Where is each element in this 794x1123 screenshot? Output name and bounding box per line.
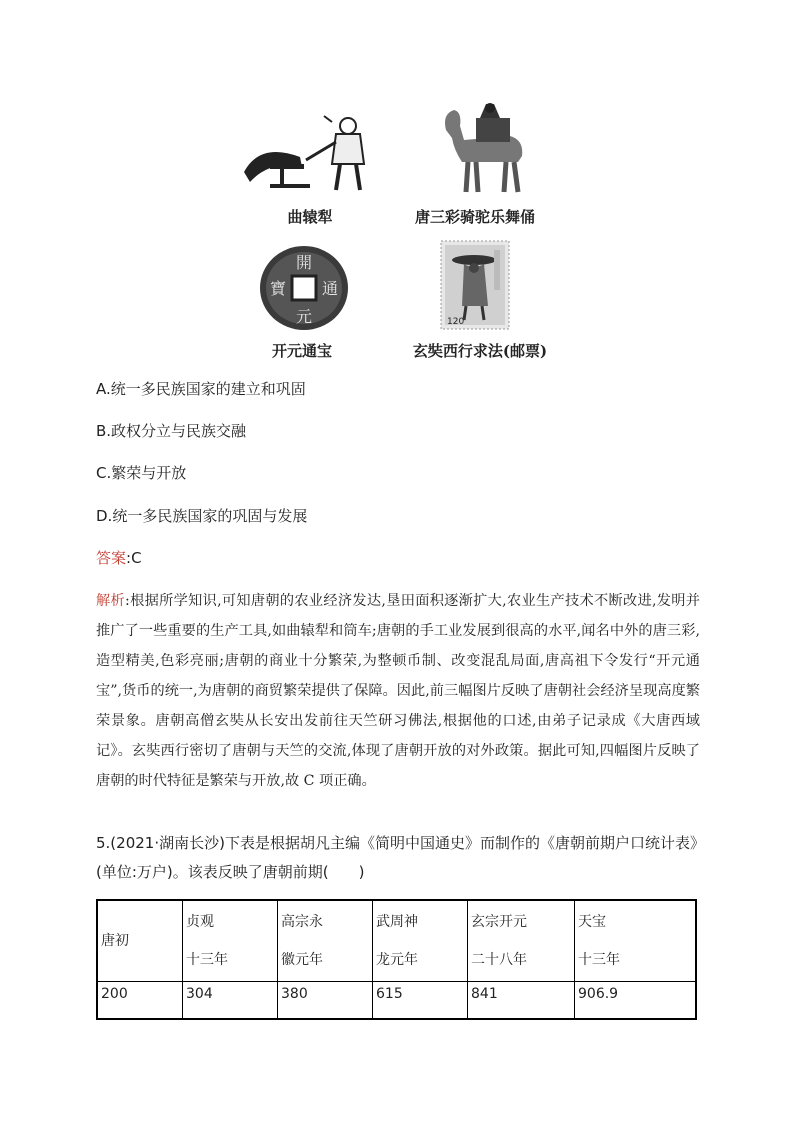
table-header-cell: 玄宗开元 二十八年 — [468, 900, 575, 982]
plow-illustration — [240, 112, 370, 194]
explanation-paragraph — [96, 586, 700, 796]
option-d: D.统一多民族国家的巩固与发展 — [96, 507, 308, 525]
stamp-icon — [440, 240, 510, 330]
answer-label: 答案 — [96, 549, 127, 567]
coin-char-right: 通 — [321, 279, 339, 298]
answer-line — [96, 547, 142, 568]
coin-char-bottom: 元 — [295, 307, 313, 326]
camel-figurine-image — [440, 100, 532, 196]
stamp-value: 120 — [447, 317, 465, 327]
household-statistics-table — [96, 899, 697, 1020]
figure-caption-plow: 曲辕犁 — [287, 208, 333, 226]
table-header-cell: 武周神 龙元年 — [373, 900, 468, 982]
question-5-text: 5.(2021·湖南长沙)下表是根据胡凡主编《简明中国通史》而制作的《唐朝前期户口统计表》(单位:万户)。该表反映了唐朝前期( ) — [96, 834, 698, 881]
xuanzang-stamp-image — [440, 240, 510, 330]
option-b: B.政权分立与民族交融 — [96, 422, 247, 440]
table-header-cell: 唐初 — [97, 900, 183, 982]
coin-icon — [258, 244, 350, 332]
coin-char-top: 開 — [295, 253, 313, 272]
explanation-label: 解析 — [96, 593, 125, 609]
figure-caption-camel: 唐三彩骑驼乐舞俑 — [414, 208, 535, 226]
table-header-cell: 贞观 十三年 — [183, 900, 278, 982]
option-a: A.统一多民族国家的建立和巩固 — [96, 380, 306, 398]
table-cell: 615 — [373, 982, 468, 1020]
table-cell: 841 — [468, 982, 575, 1020]
option-c: C.繁荣与开放 — [96, 464, 187, 482]
figure-caption-coin: 开元通宝 — [271, 342, 332, 360]
figure-caption-stamp: 玄奘西行求法(邮票) — [412, 342, 548, 360]
table-header-cell: 高宗永 徽元年 — [278, 900, 373, 982]
explanation-text: :根据所学知识,可知唐朝的农业经济发达,垦田面积逐渐扩大,农业生产技术不断改进,发明并推广了一些重要的生产工具,如曲辕犁和筒车;唐朝的手工业发展到很高的水平,闻名中外的唐三彩,造型精美,色彩亮丽;唐朝的商业十分繁荣,为整顿币制、改变混乱局面,唐高祖下令发行“开元通宝”,货币的统一,为唐朝的商贸繁荣提供了保障。因此,前三幅图片反映了唐朝社会经济呈现高度繁荣景象。唐朝高僧玄奘从长安出发前往天竺研习佛法,根据他的口述,由弟子记录成《大唐西域记》。玄奘西行密切了唐朝与天竺的交流,体现了唐朝开放的对外政策。据此可知,四幅图片反映了唐朝的时代特征是繁荣与开放,故 C 项正确。 — [96, 593, 700, 789]
camel-icon — [440, 100, 532, 196]
table-cell: 906.9 — [575, 982, 697, 1020]
table-cell: 200 — [97, 982, 183, 1020]
table-row — [97, 982, 696, 1020]
table-header-cell: 天宝 十三年 — [575, 900, 697, 982]
answer-value: :C — [126, 549, 142, 567]
coin-image — [258, 244, 350, 332]
table-cell: 380 — [278, 982, 373, 1020]
table-header-row — [97, 900, 696, 982]
table-cell: 304 — [183, 982, 278, 1020]
plow-icon — [240, 112, 370, 194]
coin-char-left: 寶 — [269, 279, 287, 298]
